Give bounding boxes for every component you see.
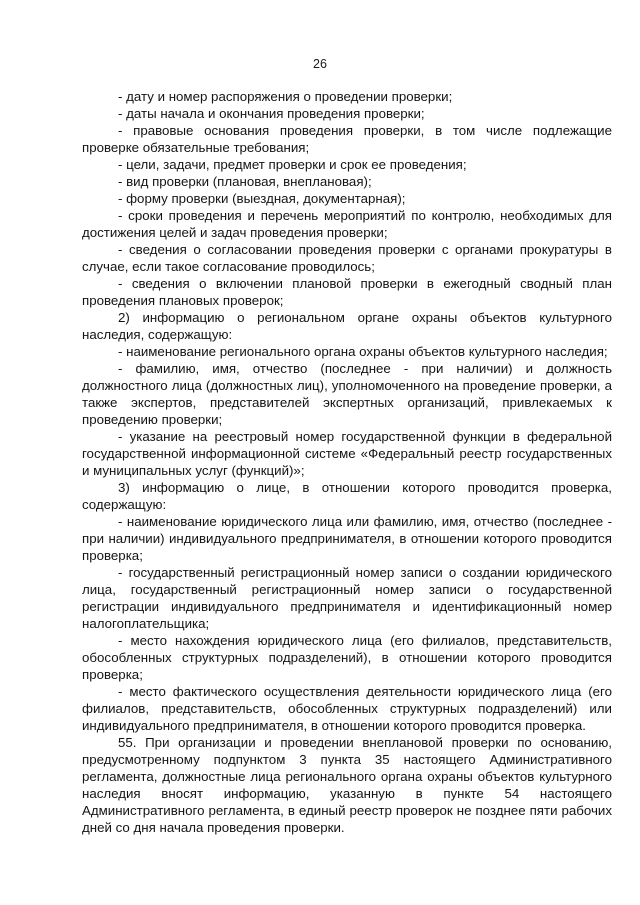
paragraph: - наименование юридического лица или фамилию, имя, отчество (последнее - при наличии) индивидуального предпринимателя, в отношении которого проводится проверка; <box>82 514 612 563</box>
paragraph: - цели, задачи, предмет проверки и срок ее проведения; <box>118 157 467 172</box>
paragraph: - вид проверки (плановая, внеплановая); <box>118 174 372 189</box>
paragraph: 2) информацию о региональном органе охраны объектов культурного наследия, содержащую: <box>82 310 612 342</box>
paragraph: - дату и номер распоряжения о проведении проверки; <box>118 89 453 104</box>
paragraph: - место нахождения юридического лица (его филиалов, представительств, обособленных структурных подразделений), в отношении которого проводится проверка; <box>82 633 612 682</box>
page-number: 26 <box>313 57 327 71</box>
document-body <box>82 88 612 836</box>
paragraph: - сроки проведения и перечень мероприятий по контролю, необходимых для достижения целей и задач проведения проверки; <box>82 208 612 240</box>
paragraph: - правовые основания проведения проверки, в том числе подлежащие проверке обязательные требования; <box>82 123 612 155</box>
paragraph: - наименование регионального органа охраны объектов культурного наследия; <box>118 344 608 359</box>
paragraph: - фамилию, имя, отчество (последнее - при наличии) и должность должностного лица (должностных лиц), уполномоченного на проведение проверки, а также экспертов, представителей экспертных организаций, привлекаемых к проведению проверки; <box>82 361 612 427</box>
paragraph: - указание на реестровый номер государственной функции в федеральной государственной информационной системе «Федеральный реестр государственных и муниципальных услуг (функций)»; <box>82 429 612 478</box>
paragraph: - сведения о включении плановой проверки в ежегодный сводный план проведения плановых проверок; <box>82 276 612 308</box>
paragraph: - сведения о согласовании проведения проверки с органами прокуратуры в случае, если такое согласование проводилось; <box>82 242 612 274</box>
paragraph: 55. При организации и проведении внеплановой проверки по основанию, предусмотренному подпунктом 3 пункта 35 настоящего Административного регламента, должностные лица регионального органа охраны объектов культурного наследия вносят информацию, указанную в пункте 54 настоящего Административного регламента, в единый реестр проверок не позднее пяти рабочих дней со дня начала проведения проверки. <box>82 735 612 835</box>
paragraph: - государственный регистрационный номер записи о создании юридического лица, государственный регистрационный номер записи о государственной регистрации индивидуального предпринимателя и идентификационный номер налогоплательщика; <box>82 565 612 631</box>
paragraph: - место фактического осуществления деятельности юридического лица (его филиалов, представительств, обособленных структурных подразделений) или индивидуального предпринимателя, в отношении которого проводится проверка. <box>82 684 612 733</box>
paragraph: - даты начала и окончания проведения проверки; <box>118 106 425 121</box>
paragraph: 3) информацию о лице, в отношении которого проводится проверка, содержащую: <box>82 480 612 512</box>
paragraph: - форму проверки (выездная, документарная); <box>118 191 406 206</box>
